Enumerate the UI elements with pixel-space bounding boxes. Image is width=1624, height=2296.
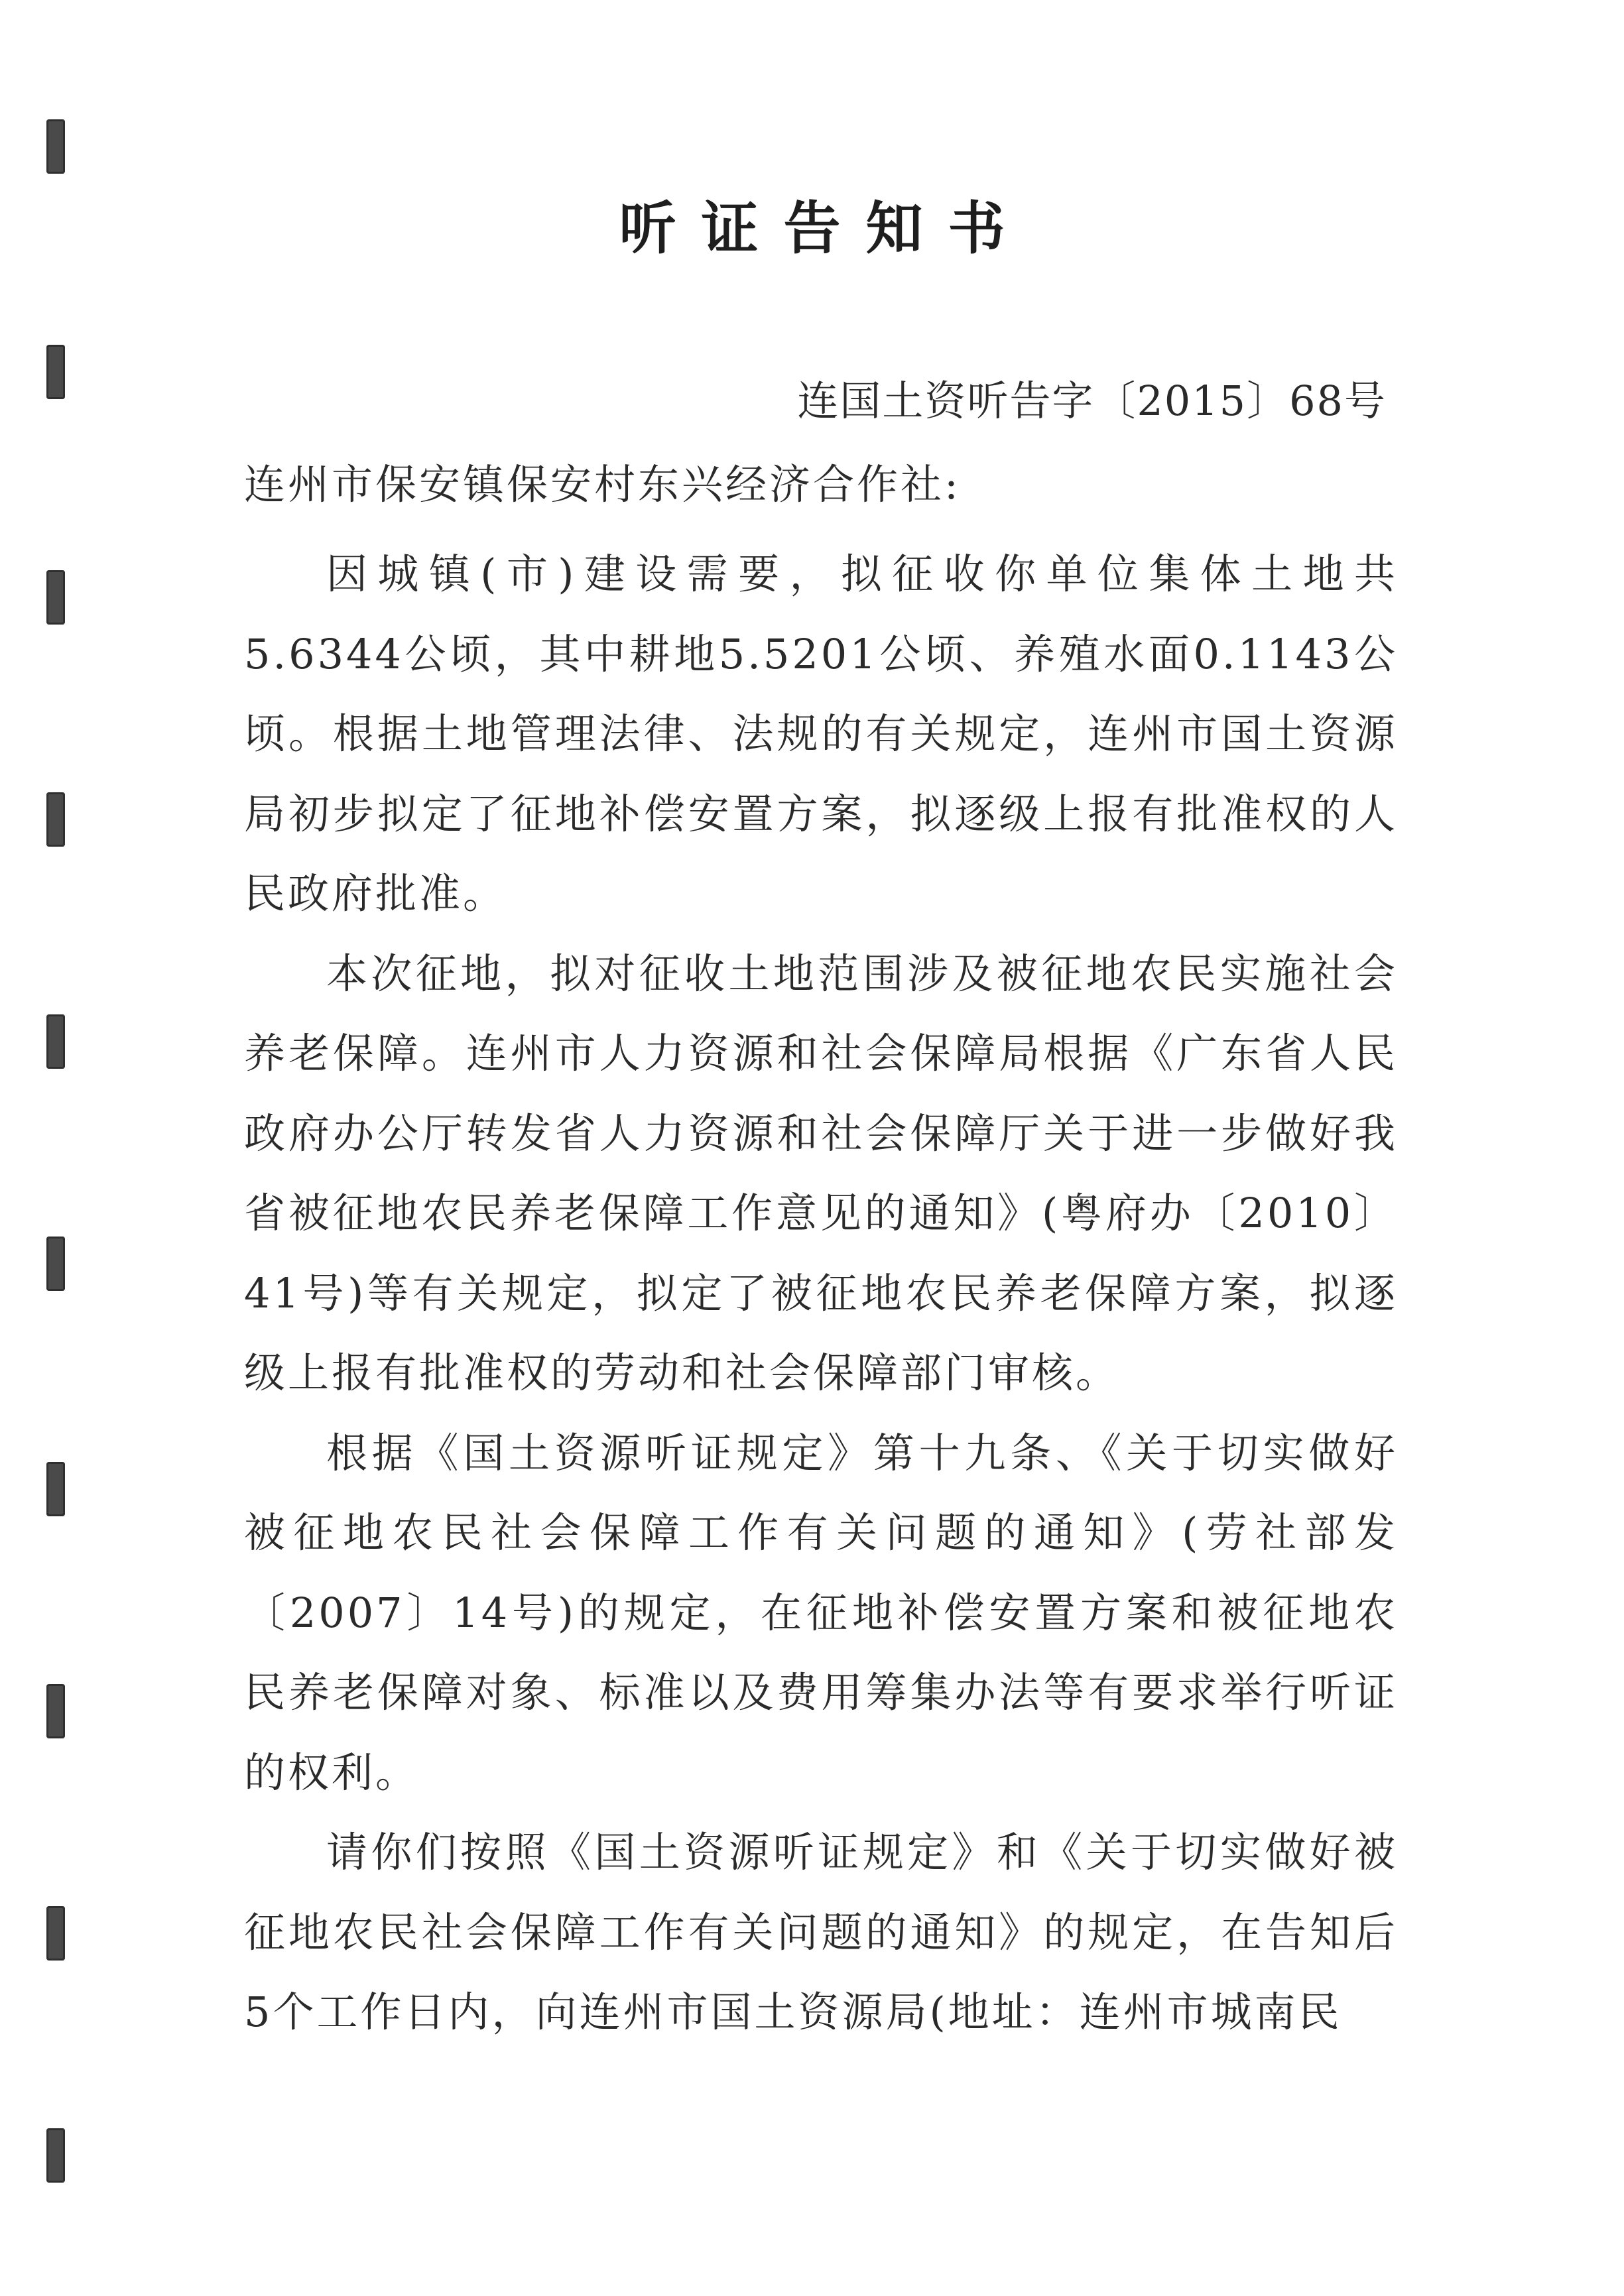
document-title: 听证告知书 [619, 195, 1031, 262]
binding-mark [46, 1237, 65, 1291]
body-paragraph: 根据《国土资源听证规定》第十九条、《关于切实做好被征地农民社会保障工作有关问题的通知》(劳社部发〔2007〕14号)的规定，在征地补偿安置方案和被征地农民养老保障对象、标准以及费用筹集办法等有要求举行听证的权利。 [244, 1428, 1398, 1797]
binding-mark [46, 345, 65, 399]
recipient-line: 连州市保安镇保安村东兴经济合作社: [244, 460, 961, 509]
binding-mark [46, 570, 65, 625]
binding-mark [46, 1906, 65, 1961]
document-body [244, 534, 1398, 2053]
body-paragraph: 因城镇(市)建设需要，拟征收你单位集体土地共5.6344公顷，其中耕地5.5201公顷、养殖水面0.1143公顷。根据土地管理法律、法规的有关规定，连州市国土资源局初步拟定了征地补偿安置方案，拟逐级上报有批准权的人民政府批准。 [244, 550, 1398, 918]
binding-mark [46, 792, 65, 847]
binding-mark [46, 1462, 65, 1516]
binding-holes [46, 0, 73, 2296]
binding-mark [46, 119, 65, 174]
body-paragraph: 请你们按照《国土资源听证规定》和《关于切实做好被征地农民社会保障工作有关问题的通知》的规定，在告知后5个工作日内，向连州市国土资源局(地址：连州市城南民 [244, 1828, 1398, 2036]
binding-mark [46, 1684, 65, 1738]
binding-mark [46, 1014, 65, 1069]
body-paragraph: 本次征地，拟对征收土地范围涉及被征地农民实施社会养老保障。连州市人力资源和社会保障局根据《广东省人民政府办公厅转发省人力资源和社会保障厅关于进一步做好我省被征地农民养老保障工作意见的通知》(粤府办〔2010〕41号)等有关规定，拟定了被征地农民养老保障方案，拟逐级上报有批准权的劳动和社会保障部门审核。 [244, 949, 1398, 1397]
binding-mark [46, 2128, 65, 2183]
document-number: 连国土资听告字〔2015〕68号 [797, 377, 1387, 425]
